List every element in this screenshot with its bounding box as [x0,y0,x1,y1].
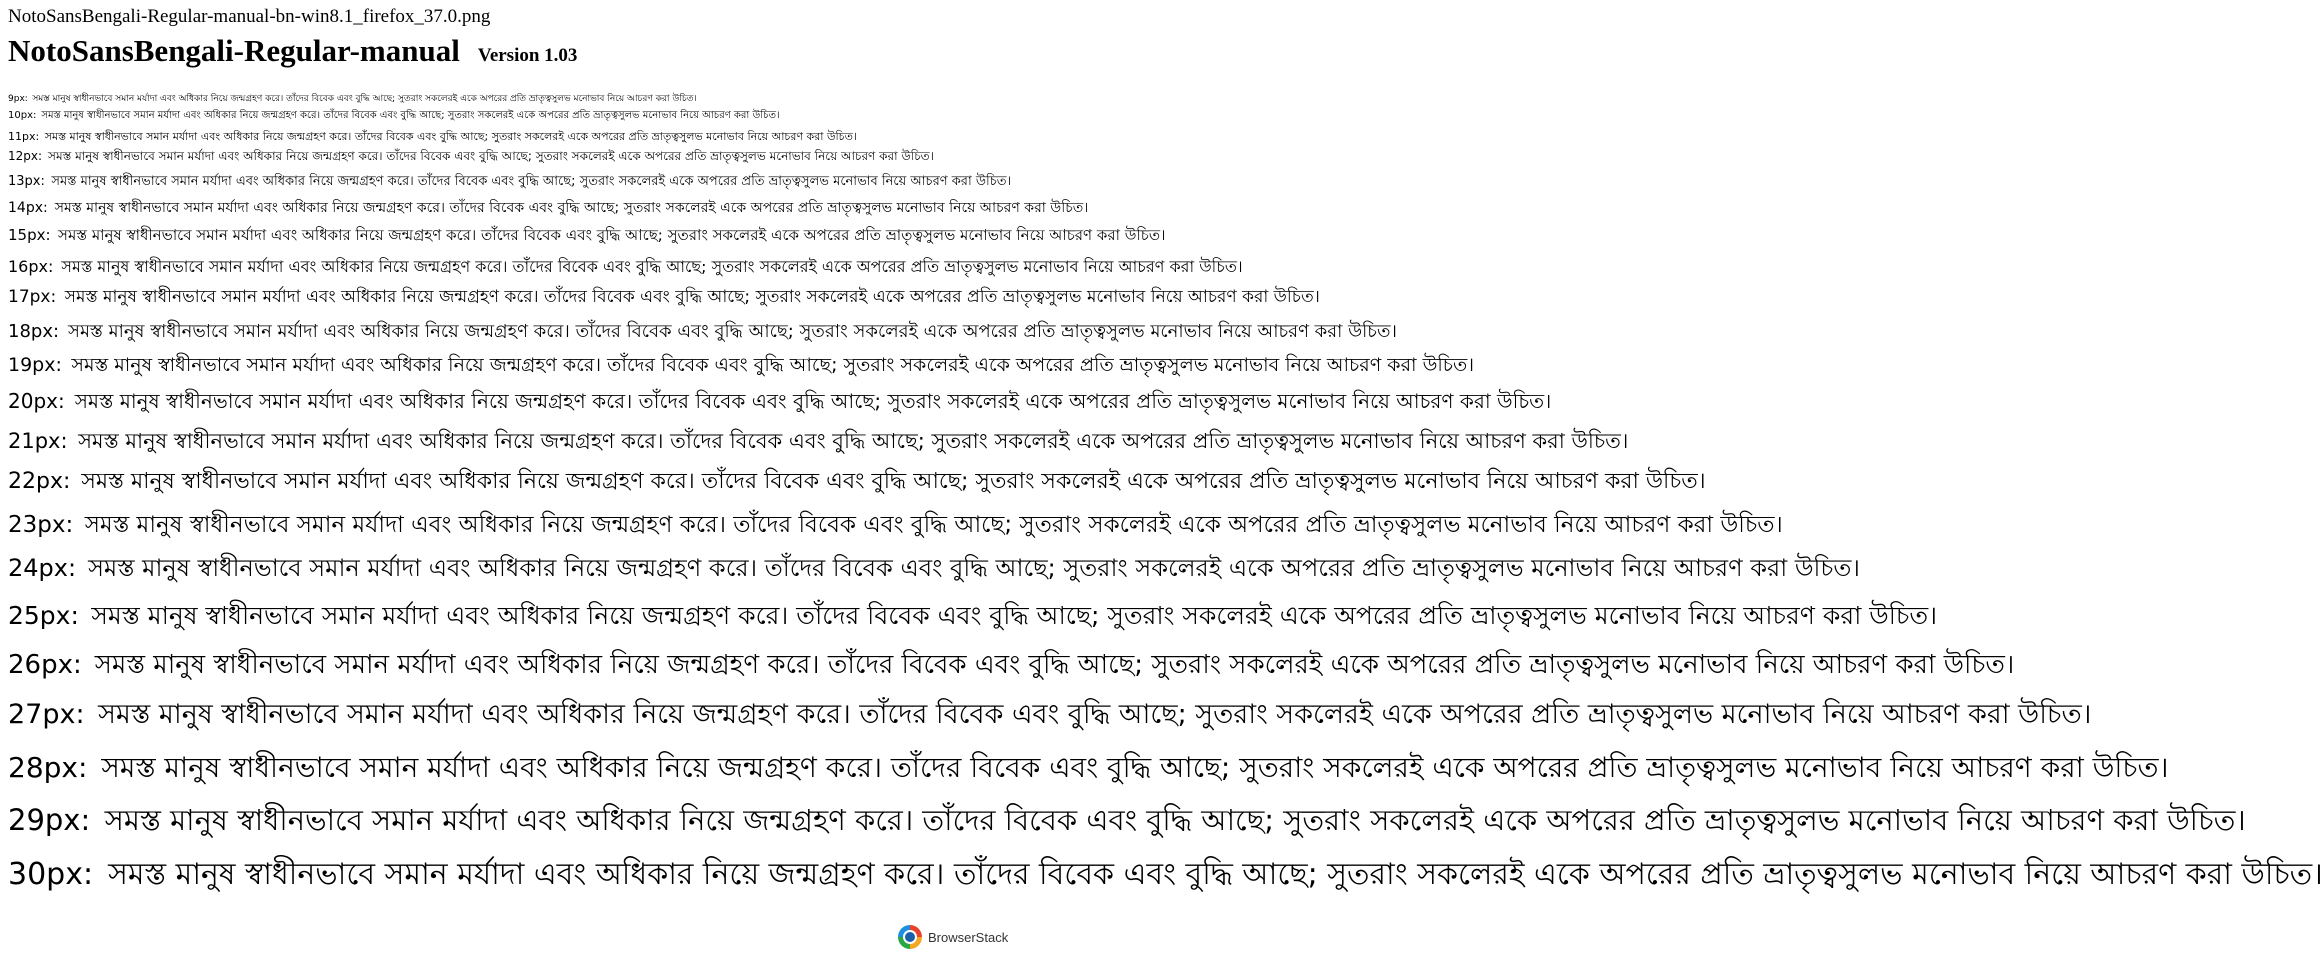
sample-text: সমস্ত মানুষ স্বাধীনভাবে সমান মর্যাদা এবং অধিকার নিয়ে জন্মগ্রহণ করে। তাঁদের বিবেক এবং বুদ্ধি আছে; সুতরাং সকলেরই একে অপরের প্রতি ভ্রাতৃত্বসুলভ মনোভাব নিয়ে আচরণ করা উচিত। [61,257,1243,276]
sample-text: সমস্ত মানুষ স্বাধীনভাবে সমান মর্যাদা এবং অধিকার নিয়ে জন্মগ্রহণ করে। তাঁদের বিবেক এবং বুদ্ধি আছে; সুতরাং সকলেরই একে অপরের প্রতি ভ্রাতৃত্বসুলভ মনোভাব নিয়ে আচরণ করা উচিত। [101,751,2169,784]
sample-row [8,224,1166,249]
size-label: 30px: [8,857,94,892]
sample-text: সমস্ত মানুষ স্বাধীনভাবে সমান মর্যাদা এবং অধিকার নিয়ে জন্মগ্রহণ করে। তাঁদের বিবেক এবং বুদ্ধি আছে; সুতরাং সকলেরই একে অপরের প্রতি ভ্রাতৃত্বসুলভ মনোভাব নিয়ে আচরণ করা উচিত। [68,321,1397,342]
sample-row [8,798,2246,847]
sample-text: সমস্ত মানুষ স্বাধীনভাবে সমান মর্যাদা এবং অধিকার নিয়ে জন্মগ্রহণ করে। তাঁদের বিবেক এবং বুদ্ধি আছে; সুতরাং সকলেরই একে অপরের প্রতি ভ্রাতৃত্বসুলভ মনোভাব নিয়ে আচরণ করা উচিত। [84,512,1783,538]
sample-text: সমস্ত মানুষ স্বাধীনভাবে সমান মর্যাদা এবং অধিকার নিয়ে জন্মগ্রহণ করে। তাঁদের বিবেক এবং বুদ্ধি আছে; সুতরাং সকলেরই একে অপরের প্রতি ভ্রাতৃত্বসুলভ মনোভাব নিয়ে আচরণ করা উচিত। [64,287,1320,307]
size-label: 19px: [8,354,62,376]
version-label: Version 1.03 [477,45,578,66]
size-label: 12px: [8,149,43,163]
sample-text: সমস্ত মানুষ স্বাধীনভাবে সমান মর্যাদা এবং অধিকার নিয়ে জন্মগ্রহণ করে। তাঁদের বিবেক এবং বুদ্ধি আছে; সুতরাং সকলেরই একে অপরের প্রতি ভ্রাতৃত্বসুলভ মনোভাব নিয়ে আচরণ করা উচিত। [41,110,780,121]
size-label: 28px: [8,751,88,784]
sample-row [8,694,2092,739]
sample-row [8,284,1320,312]
sample-row [8,644,2015,688]
sample-row [8,196,1089,220]
sample-text: সমস্ত মানুষ স্বাধীনভাবে সমান মর্যাদা এবং অধিকার নিয়ে জন্মগ্রহণ করে। তাঁদের বিবেক এবং বুদ্ধি আছে; সুতরাং সকলেরই একে অপরের প্রতি ভ্রাতৃত্বসুলভ মনোভাব নিয়ে আচরণ করা উচিত। [48,149,934,163]
sample-row [8,172,1024,193]
browserstack-logo-text: BrowserStack [928,929,1009,945]
sample-text: সমস্ত মানুষ স্বাধীনভাবে সমান মর্যাদা এবং অধিকার নিয়ে জন্মগ্রহণ করে। তাঁদের বিবেক এবং বুদ্ধি আছে; সুতরাং সকলেরই একে অপরের প্রতি ভ্রাতৃত্বসুলভ মনোভাব নিয়ে আচরণ করা উচিত। [54,200,1089,216]
sample-row [8,108,1024,125]
size-label: 25px: [8,601,79,630]
sample-row [8,506,1783,545]
size-label: 16px: [8,257,54,276]
page-title: NotoSansBengali-Regular-manual [8,33,460,68]
size-label: 9px: [8,94,28,104]
file-name: NotoSansBengali-Regular-manual-bn-win8.1_firefox_37.0.png [8,6,491,27]
size-label: 10px: [8,110,37,121]
size-label: 11px: [8,130,40,143]
size-label: 23px: [8,512,74,538]
sample-text: সমস্ত মানুষ স্বাধীনভাবে সমান মর্যাদা এবং অধিকার নিয়ে জন্মগ্রহণ করে। তাঁদের বিবেক এবং বুদ্ধি আছে; সুতরাং সকলেরই একে অপরের প্রতি ভ্রাতৃত্বসুলভ মনোভাব নিয়ে আচরণ করা উচিত। [98,699,2092,730]
size-label: 15px: [8,226,51,244]
sample-row [8,128,1024,147]
browserstack-logo-icon [898,925,922,949]
size-label: 13px: [8,174,45,189]
sample-text: সমস্ত মানুষ স্বাধীনভাবে সমান মর্যাদা এবং অধিকার নিয়ে জন্মগ্রহণ করে। তাঁদের বিবেক এবং বুদ্ধি আছে; সুতরাং সকলেরই একে অপরের প্রতি ভ্রাতৃত্বসুলভ মনোভাব নিয়ে আচরণ করা উচিত। [81,469,1706,494]
sample-row [8,425,1629,460]
sample-text: সমস্ত মানুষ স্বাধীনভাবে সমান মর্যাদা এবং অধিকার নিয়ে জন্মগ্রহণ করে। তাঁদের বিবেক এবং বুদ্ধি আছে; সুতরাং সকলেরই একে অপরের প্রতি ভ্রাতৃত্বসুলভ মনোভাব নিয়ে আচরণ করা উচিত। [78,429,1629,453]
sample-text: সমস্ত মানুষ স্বাধীনভাবে সমান মর্যাদা এবং অধিকার নিয়ে জন্মগ্রহণ করে। তাঁদের বিবেক এবং বুদ্ধি আছে; সুতরাং সকলেরই একে অপরের প্রতি ভ্রাতৃত্বসুলভ মনোভাব নিয়ে আচরণ করা উচিত। [74,389,1552,413]
size-label: 22px: [8,469,71,494]
size-label: 21px: [8,429,68,453]
sample-text: সমস্ত মানুষ স্বাধীনভাবে সমান মর্যাদা এবং অধিকার নিয়ে জন্মগ্রহণ করে। তাঁদের বিবেক এবং বুদ্ধি আছে; সুতরাং সকলেরই একে অপরের প্রতি ভ্রাতৃত্বসুলভ মনোভাব নিয়ে আচরণ করা উচিত। [44,130,857,143]
size-label: 27px: [8,699,85,730]
size-label: 18px: [8,321,60,342]
sample-text: সমস্ত মানুষ স্বাধীনভাবে সমান মর্যাদা এবং অধিকার নিয়ে জন্মগ্রহণ করে। তাঁদের বিবেক এবং বুদ্ধি আছে; সুতরাং সকলেরই একে অপরের প্রতি ভ্রাতৃত্বসুলভ মনোভাব নিয়ে আচরণ করা উচিত। [51,174,1012,189]
size-label: 24px: [8,554,77,582]
sample-row [8,317,1397,348]
sample-row [8,464,1706,501]
size-label: 14px: [8,200,48,216]
sample-row [8,746,2169,793]
sample-text: সমস্ত মানুষ স্বাধীনভাবে সমান মর্যাদা এবং অধিকার নিয়ে জন্মগ্রহণ করে। তাঁদের বিবেক এবং বুদ্ধি আছে; সুতরাং সকলেরই একে অপরের প্রতি ভ্রাতৃত্বসুলভ মনোভাব নিয়ে আচরণ করা উচিত। [108,857,2323,892]
sample-text: সমস্ত মানুষ স্বাধীনভাবে সমান মর্যাদা এবং অধিকার নিয়ে জন্মগ্রহণ করে। তাঁদের বিবেক এবং বুদ্ধি আছে; সুতরাং সকলেরই একে অপরের প্রতি ভ্রাতৃত্বসুলভ মনোভাব নিয়ে আচরণ করা উচিত। [91,601,1938,630]
sample-row [8,850,2323,901]
sample-row [8,148,1024,168]
sample-row [8,387,1552,420]
size-label: 29px: [8,803,91,837]
browserstack-logo [898,925,1008,949]
sample-text: সমস্ত মানুষ স্বাধীনভাবে সমান মর্যাদা এবং অধিকার নিয়ে জন্মগ্রহণ করে। তাঁদের বিবেক এবং বুদ্ধি আছে; সুতরাং সকলেরই একে অপরের প্রতি ভ্রাতৃত্বসুলভ মনোভাব নিয়ে আচরণ করা উচিত। [32,94,697,104]
sample-row [8,596,1938,639]
size-label: 26px: [8,650,82,680]
sample-row [8,91,1024,106]
sample-text: সমস্ত মানুষ স্বাধীনভাবে সমান মর্যাদা এবং অধিকার নিয়ে জন্মগ্রহণ করে। তাঁদের বিবেক এবং বুদ্ধি আছে; সুতরাং সকলেরই একে অপরের প্রতি ভ্রাতৃত্বসুলভ মনোভাব নিয়ে আচরণ করা উচিত। [58,226,1166,244]
sample-text: সমস্ত মানুষ স্বাধীনভাবে সমান মর্যাদা এবং অধিকার নিয়ে জন্মগ্রহণ করে। তাঁদের বিবেক এবং বুদ্ধি আছে; সুতরাং সকলেরই একে অপরের প্রতি ভ্রাতৃত্বসুলভ মনোভাব নিয়ে আচরণ করা উচিত। [71,354,1475,376]
page-header [8,33,577,69]
size-label: 17px: [8,287,57,307]
sample-text: সমস্ত মানুষ স্বাধীনভাবে সমান মর্যাদা এবং অধিকার নিয়ে জন্মগ্রহণ করে। তাঁদের বিবেক এবং বুদ্ধি আছে; সুতরাং সকলেরই একে অপরের প্রতি ভ্রাতৃত্বসুলভ মনোভাব নিয়ে আচরণ করা উচিত। [88,554,1860,582]
sample-text: সমস্ত মানুষ স্বাধীনভাবে সমান মর্যাদা এবং অধিকার নিয়ে জন্মগ্রহণ করে। তাঁদের বিবেক এবং বুদ্ধি আছে; সুতরাং সকলেরই একে অপরের প্রতি ভ্রাতৃত্বসুলভ মনোভাব নিয়ে আচরণ করা উচিত। [94,650,2015,680]
size-label: 20px: [8,389,65,413]
sample-row [8,550,1860,590]
sample-row [8,254,1243,281]
sample-text: সমস্ত মানুষ স্বাধীনভাবে সমান মর্যাদা এবং অধিকার নিয়ে জন্মগ্রহণ করে। তাঁদের বিবেক এবং বুদ্ধি আছে; সুতরাং সকলেরই একে অপরের প্রতি ভ্রাতৃত্বসুলভ মনোভাব নিয়ে আচরণ করা উচিত। [104,803,2246,837]
sample-row [8,351,1475,383]
